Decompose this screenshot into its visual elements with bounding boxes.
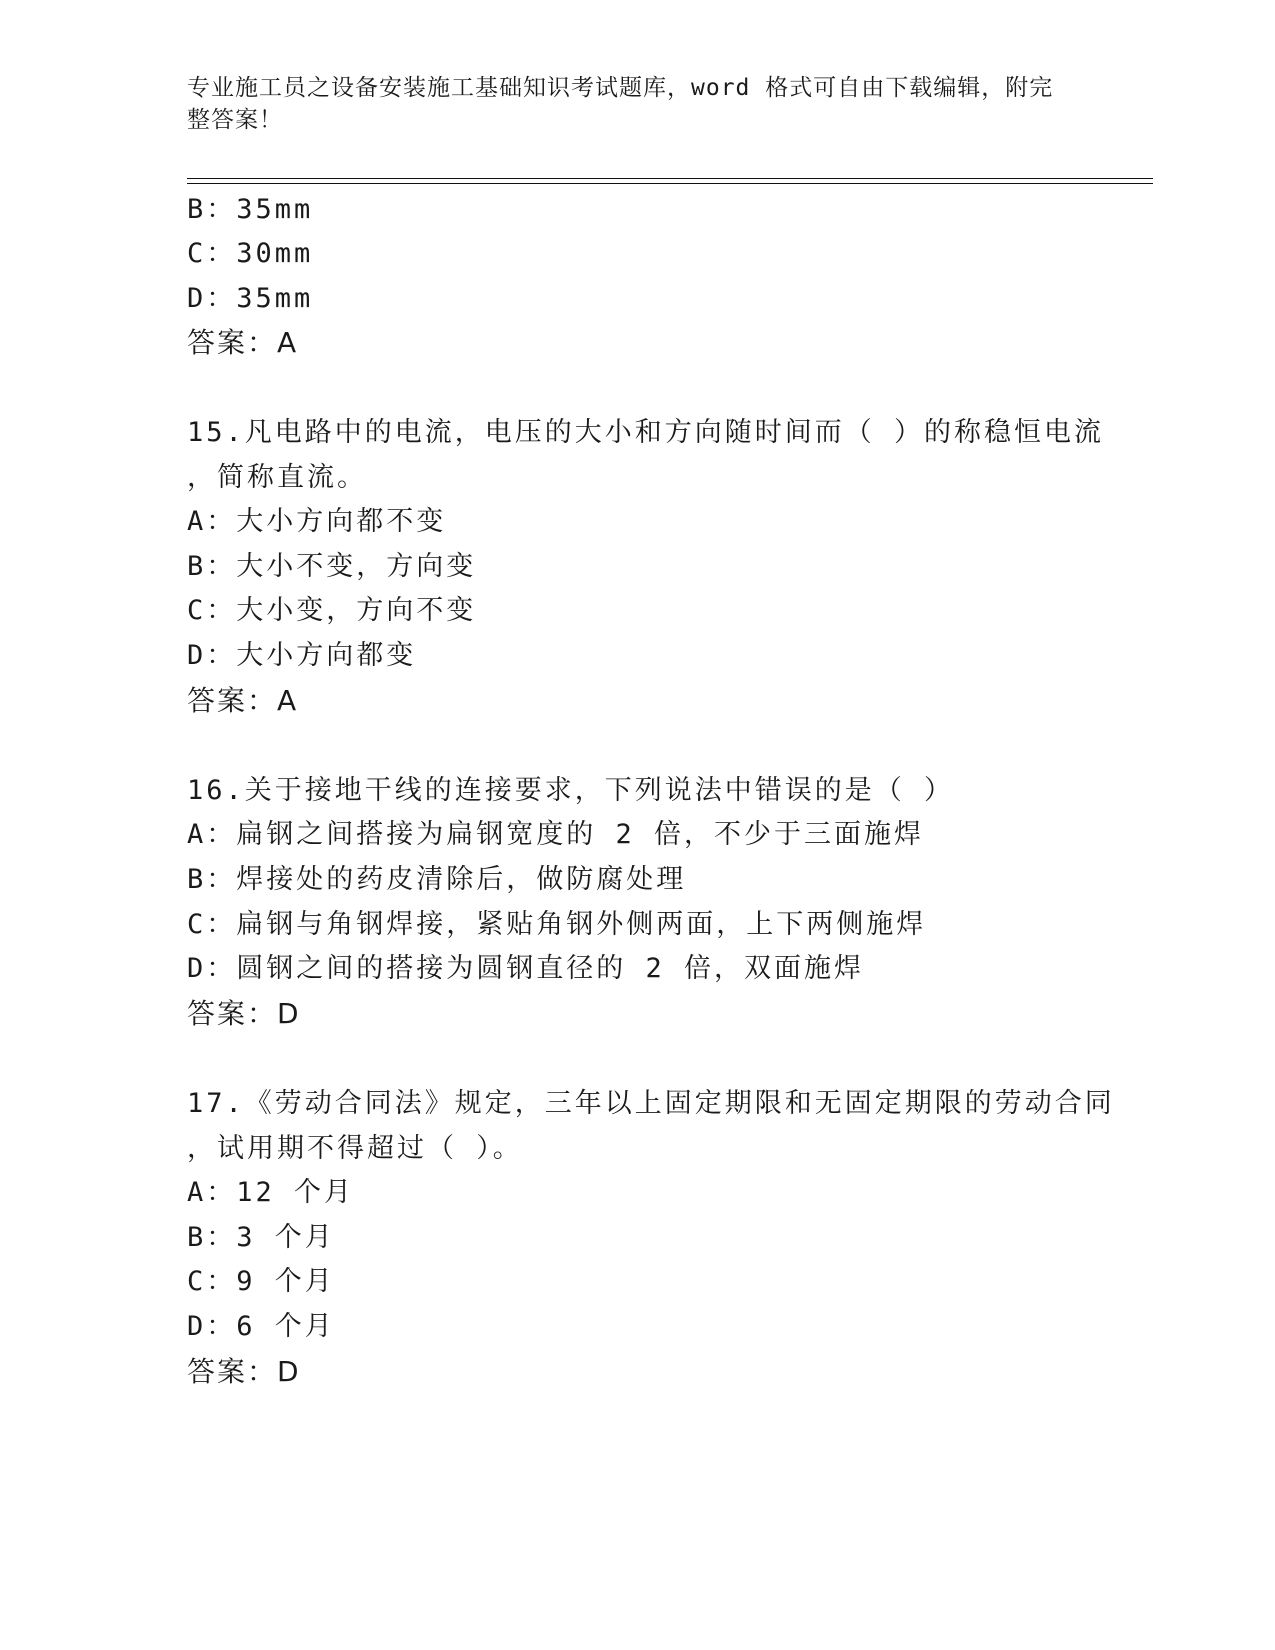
q16-stem: 16.关于接地干线的连接要求，下列说法中错误的是（ ） [187,775,955,806]
q15-option-a: A：大小方向都不变 [187,506,447,537]
header-line-1: 专业施工员之设备安装施工基础知识考试题库，word 格式可自由下载编辑，附完 [187,75,1054,101]
q17-option-a: A：12 个月 [187,1177,355,1208]
q15-option-d: D：大小方向都变 [187,640,417,671]
header-line-2: 整答案！ [187,107,283,133]
q14-answer: 答案：A [187,326,299,359]
header-divider-top [187,178,1153,179]
q16-option-c: C：扁钢与角钢焊接，紧贴角钢外侧两面，上下两侧施焊 [187,909,927,940]
q17-answer: 答案：D [187,1355,301,1388]
q17-stem-line-2: ，试用期不得超过（ ）。 [187,1133,523,1164]
q17-option-d: D：6 个月 [187,1311,335,1342]
q17-option-b: B：3 个月 [187,1222,335,1253]
q15-answer: 答案：A [187,684,299,717]
header-divider-bottom [187,183,1153,184]
q15-stem-line-1: 15.凡电路中的电流，电压的大小和方向随时间而（ ）的称稳恒电流 [187,417,1105,448]
q17-stem-line-1: 17.《劳动合同法》规定，三年以上固定期限和无固定期限的劳动合同 [187,1088,1115,1119]
document-header [187,72,1067,136]
q16-option-b: B：焊接处的药皮清除后，做防腐处理 [187,864,687,895]
q16-option-a: A：扁钢之间搭接为扁钢宽度的 2 倍，不少于三面施焊 [187,819,925,850]
q14-option-b: B：35mm [187,194,314,225]
q15-stem-line-2: ，简称直流。 [187,462,367,493]
q14-option-c: C：30mm [187,238,314,269]
q17-option-c: C：9 个月 [187,1266,335,1297]
q16-answer: 答案：D [187,997,301,1030]
q15-option-b: B：大小不变，方向变 [187,551,477,582]
q14-option-d: D：35mm [187,283,314,314]
q16-option-d: D：圆钢之间的搭接为圆钢直径的 2 倍，双面施焊 [187,953,865,984]
q15-option-c: C：大小变，方向不变 [187,595,477,626]
